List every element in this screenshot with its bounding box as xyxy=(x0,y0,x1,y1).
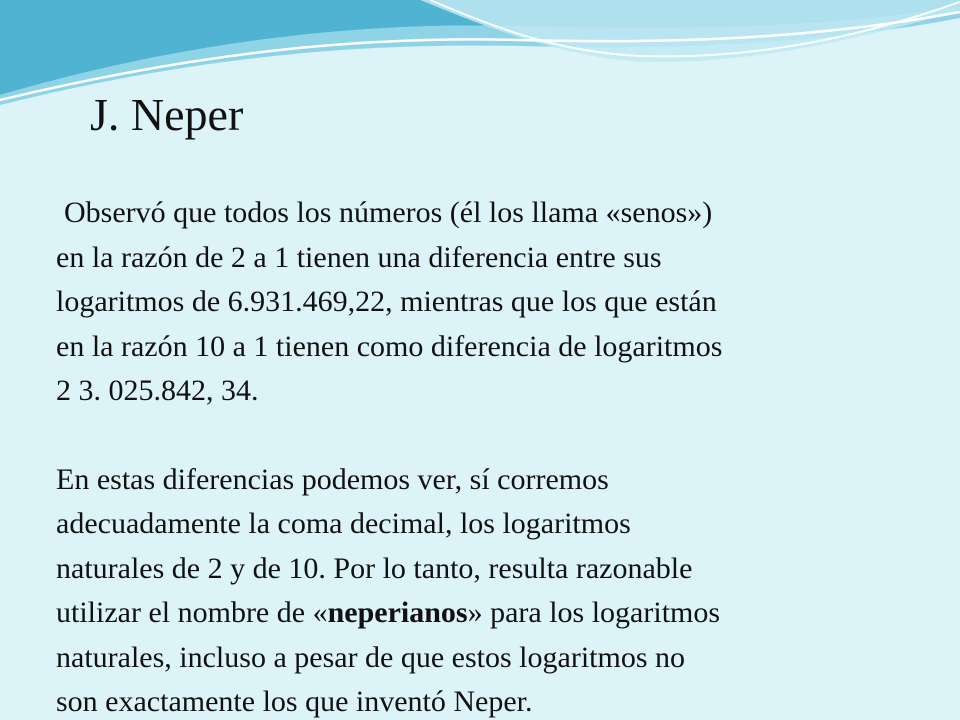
text-line: adecuadamente la coma decimal, los logaritmos xyxy=(56,507,631,540)
paragraph-gap xyxy=(56,414,916,458)
slide-title: J. Neper xyxy=(90,89,244,140)
text-line: son exactamente los que inventó Neper. xyxy=(56,685,533,718)
text-line: logaritmos de 6.931.469,22, mientras que los que están xyxy=(56,285,717,318)
text-line xyxy=(56,591,916,636)
slide-body xyxy=(56,191,916,720)
bold-term-neperianos: neperianos xyxy=(327,596,468,629)
text-fragment: utilizar el nombre de « xyxy=(56,596,328,629)
text-line: 2 3. 025.842, 34. xyxy=(56,374,259,407)
paragraph-observation xyxy=(56,191,916,414)
wave-band-light xyxy=(420,0,960,62)
text-line: naturales, incluso a pesar de que estos logaritmos no xyxy=(56,640,686,674)
text-fragment: » para los logaritmos xyxy=(467,596,721,629)
text-line: Observó que todos los números (él los llama «senos») xyxy=(64,196,713,229)
text-line: en la razón de 2 a 1 tienen una diferencia entre sus xyxy=(56,240,662,274)
text-line: naturales de 2 y de 10. Por lo tanto, resulta razonable xyxy=(56,551,693,585)
text-line: en la razón 10 a 1 tienen como diferencia de logaritmos xyxy=(56,329,723,363)
text-line: En estas diferencias podemos ver, sí corremos xyxy=(56,462,609,496)
paragraph-conclusion xyxy=(56,458,916,720)
